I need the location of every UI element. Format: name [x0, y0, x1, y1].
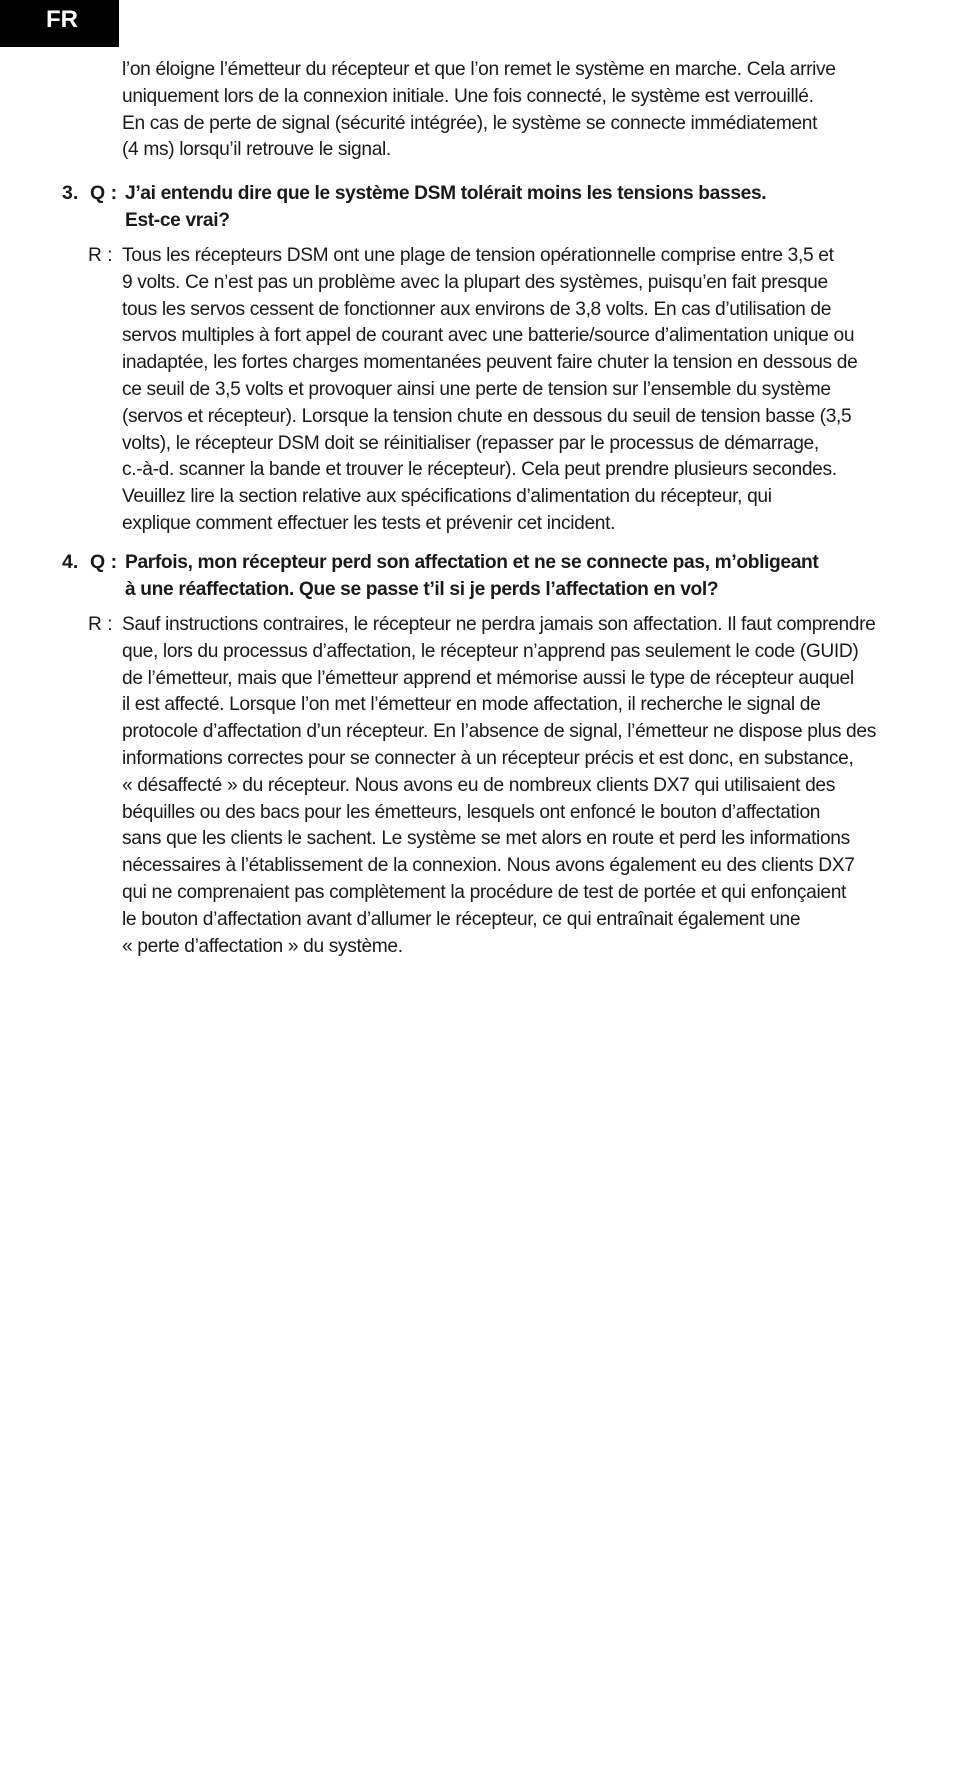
question-line: Parfois, mon récepteur perd son affectation et ne se connecte pas, m’obligeant — [125, 552, 819, 573]
answer-line: nécessaires à l’établissement de la connexion. Nous avons également eu des clients DX7 — [122, 855, 855, 877]
question-text — [125, 180, 766, 234]
answer-line: Veuillez lire la section relative aux spécifications d’alimentation du récepteur, qui — [122, 486, 772, 508]
answer-line: protocole d’affectation d’un récepteur. En l’absence de signal, l’émetteur ne dispose plus des — [122, 721, 876, 743]
continuation-paragraph — [122, 57, 836, 164]
answer-line: « désaffecté » du récepteur. Nous avons eu de nombreux clients DX7 qui utilisaient des — [122, 774, 835, 796]
answer-line: « perte d’affectation » du système. — [122, 935, 403, 957]
answer-paragraph — [122, 243, 857, 538]
answer-line: servos multiples à fort appel de courant avec une batterie/source d’alimentation unique ou — [122, 325, 855, 347]
question-line: à une réaffectation. Que se passe t’il si je perds l’affectation en vol? — [125, 579, 719, 600]
text-line: En cas de perte de signal (sécurité intégrée), le système se connecte immédiatement — [122, 112, 818, 134]
answer-label: R : — [88, 245, 113, 266]
answer-line: c.-à-d. scanner la bande et trouver le récepteur). Cela peut prendre plusieurs secondes. — [122, 459, 837, 481]
faq-number: 3. — [62, 182, 79, 204]
answer-label: R : — [88, 614, 113, 635]
answer-line: Tous les récepteurs DSM ont une plage de tension opérationnelle comprise entre 3,5 et — [122, 245, 834, 266]
answer-line: ce seuil de 3,5 volts et provoquer ainsi une perte de tension sur l’ensemble du système — [122, 378, 831, 400]
answer-line: de l’émetteur, mais que l’émetteur apprend et mémorise aussi le type de récepteur auquel — [122, 667, 854, 689]
answer-line: inadaptée, les fortes charges momentanées peuvent faire chuter la tension en dessous de — [122, 352, 858, 374]
question-label: Q : — [90, 551, 118, 573]
answer-line: 9 volts. Ce n’est pas un problème avec la plupart des systèmes, puisqu’en fait presque — [122, 271, 828, 293]
answer-line: béquilles ou des bacs pour les émetteurs, lesquels ont enfoncé le bouton d’affectation — [122, 801, 821, 823]
answer-line: informations correctes pour se connecter à un récepteur précis et est donc, en substance, — [122, 747, 854, 769]
answer-line: sans que les clients le sachent. Le système se met alors en route et perd les informations — [122, 828, 850, 850]
answer-line: tous les servos cessent de fonctionner aux environs de 3,8 volts. En cas d’utilisation de — [122, 298, 832, 320]
text-line: l’on éloigne l’émetteur du récepteur et que l’on remet le système en marche. Cela arrive — [122, 59, 836, 80]
question-text — [125, 549, 818, 603]
answer-line: (servos et récepteur). Lorsque la tension chute en dessous du seuil de tension basse (3,5 — [122, 405, 852, 427]
text-line: uniquement lors de la connexion initiale. Une fois connecté, le système est verrouillé. — [122, 85, 814, 107]
answer-line: Sauf instructions contraires, le récepteur ne perdra jamais son affectation. Il faut comprendre — [122, 614, 876, 635]
answer-line: explique comment effectuer les tests et prévenir cet incident. — [122, 512, 616, 534]
answer-paragraph — [122, 612, 876, 960]
language-tab: FR — [0, 0, 119, 47]
answer-line: il est affecté. Lorsque l’on met l’émetteur en mode affectation, il recherche le signal de — [122, 694, 821, 716]
answer-line: que, lors du processus d’affectation, le récepteur n’apprend pas seulement le code (GUID) — [122, 640, 859, 662]
faq-number: 4. — [62, 551, 79, 573]
text-line: (4 ms) lorsqu’il retrouve le signal. — [122, 139, 391, 161]
answer-line: qui ne comprenaient pas complètement la procédure de test de portée et qui enfonçaient — [122, 881, 847, 903]
answer-line: volts), le récepteur DSM doit se réinitialiser (repasser par le processus de démarrage, — [122, 432, 819, 454]
question-line: Est-ce vrai? — [125, 210, 230, 231]
question-line: J’ai entendu dire que le système DSM tolérait moins les tensions basses. — [125, 183, 767, 204]
question-label: Q : — [90, 182, 118, 204]
answer-line: le bouton d’affectation avant d’allumer le récepteur, ce qui entraînait également une — [122, 908, 801, 930]
